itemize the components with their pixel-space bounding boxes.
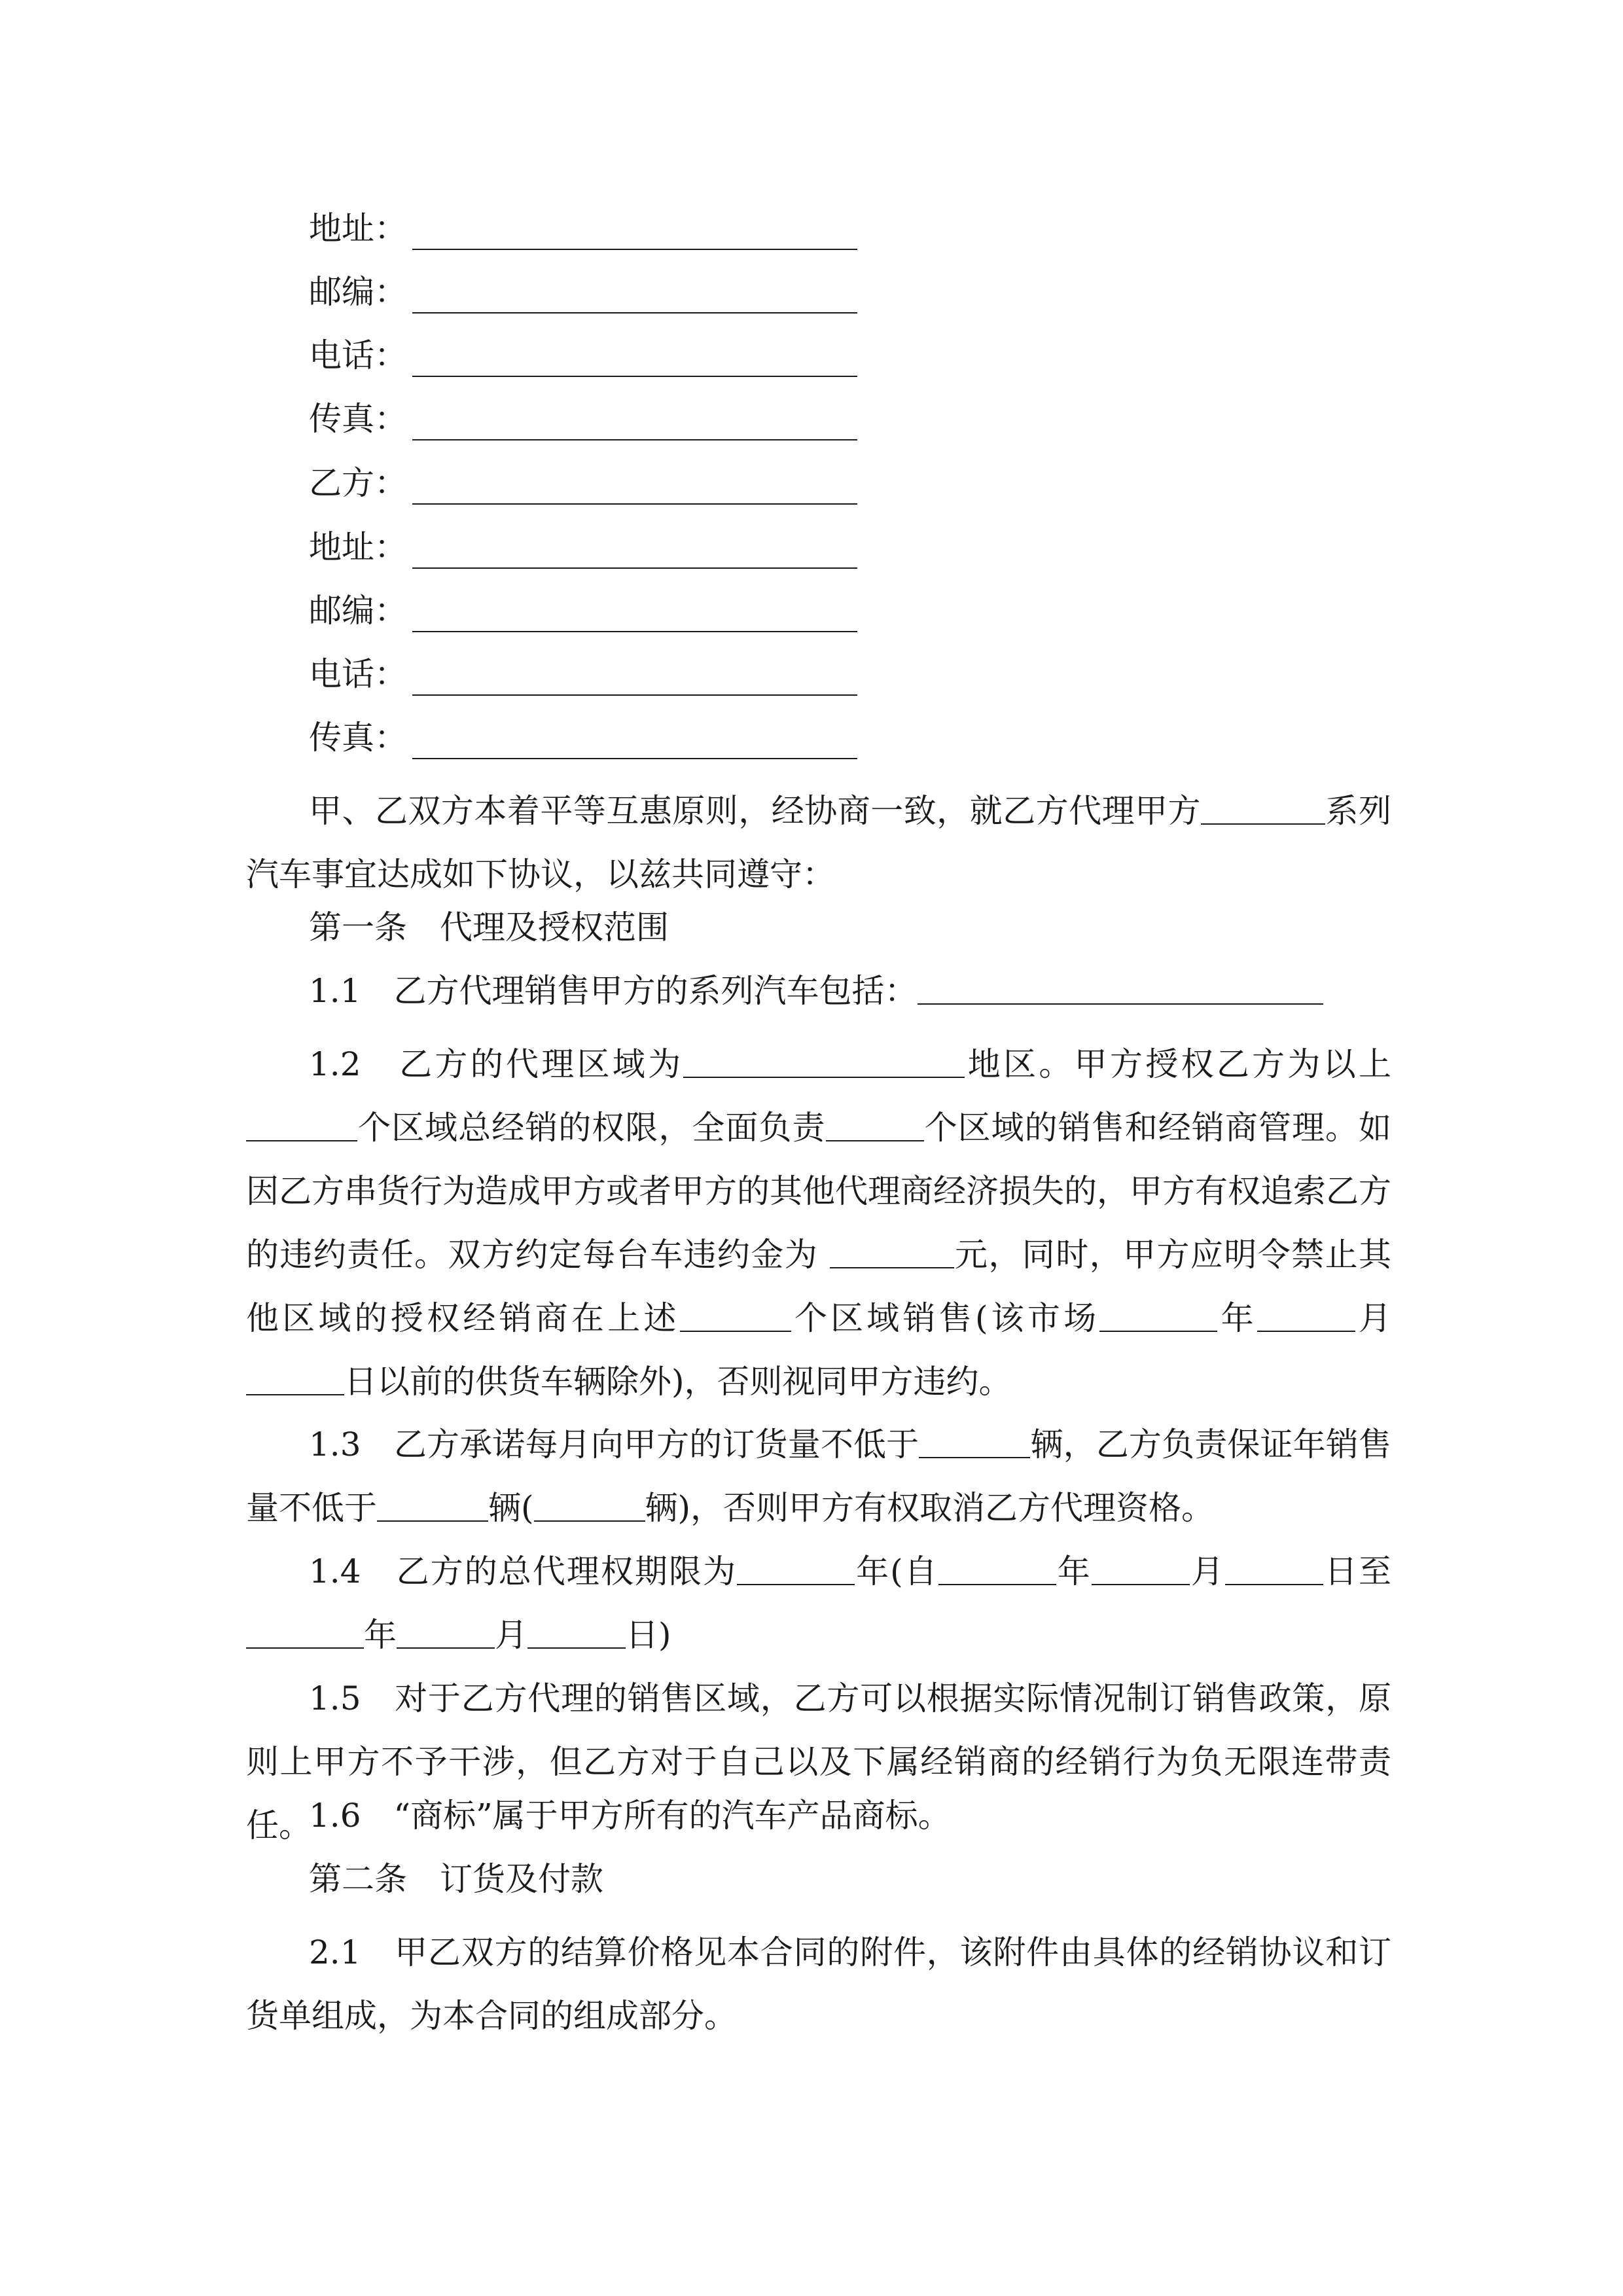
clause-1-6 xyxy=(246,1794,1391,1837)
blank-end-month[interactable] xyxy=(397,1616,495,1649)
field-label: 传真： xyxy=(309,400,407,438)
clause-1-2 xyxy=(246,1033,1391,1414)
clause-text: 个区域销售(该市场 xyxy=(791,1299,1100,1337)
party-b-phone-field xyxy=(309,653,857,696)
field-label: 乙方： xyxy=(309,464,407,502)
blank-line[interactable] xyxy=(412,725,857,759)
clause-1-4 xyxy=(246,1540,1391,1667)
intro-text-1: 甲、乙双方本着平等互惠原则，经协商一致，就乙方代理甲方 xyxy=(309,792,1202,830)
clause-text: 对于乙方代理的销售区域，乙方可以根据实际情况制订销售政策，原则上甲方不予干涉，但乙方对于自己以及下属经销商的经销行为负无限连带责任。 xyxy=(246,1679,1392,1844)
blank-year[interactable] xyxy=(1099,1299,1217,1332)
clause-text: 年(自 xyxy=(855,1552,938,1590)
article-2-heading: 第二条 订货及付款 xyxy=(309,1860,603,1898)
intro-paragraph xyxy=(246,780,1391,906)
clause-number: 1.1 xyxy=(309,972,361,1010)
blank-start-day[interactable] xyxy=(1225,1552,1323,1585)
clause-text: 元，同时，甲方应明令禁止其他区域的授权经销商在上述 xyxy=(246,1236,1392,1337)
clause-text: 年 xyxy=(1217,1299,1257,1337)
blank-month[interactable] xyxy=(1257,1299,1355,1332)
blank-series[interactable] xyxy=(1201,792,1325,825)
clause-text: 辆( xyxy=(488,1489,534,1527)
clause-number: 1.3 xyxy=(309,1426,361,1463)
blank-annual-qty[interactable] xyxy=(377,1489,488,1522)
clause-2-1 xyxy=(246,1921,1391,2048)
blank-line[interactable] xyxy=(412,279,857,314)
clause-number: 1.4 xyxy=(309,1552,361,1590)
clause-text: 月 xyxy=(1189,1552,1225,1590)
clause-text: 辆)，否则甲方有权取消乙方代理资格。 xyxy=(645,1489,1215,1527)
clause-text: 乙方代理销售甲方的系列汽车包括： xyxy=(393,972,918,1010)
blank-line[interactable] xyxy=(412,535,857,569)
clause-text: 日以前的供货车辆除外)，否则视同甲方违约。 xyxy=(344,1363,1012,1401)
clause-text: “商标”属于甲方所有的汽车产品商标。 xyxy=(393,1797,951,1835)
clause-number: 1.2 xyxy=(309,1045,361,1083)
party-b-name-field xyxy=(309,461,857,505)
clause-text: 地区。甲方授权乙方为以上 xyxy=(965,1045,1392,1083)
blank-end-year[interactable] xyxy=(246,1616,364,1649)
blank-line[interactable] xyxy=(412,598,857,632)
clause-text: 甲乙双方的结算价格见本合同的附件，该附件由具体的经销协议和订货单组成，为本合同的组成部分。 xyxy=(246,1933,1392,2035)
clause-1-1 xyxy=(246,969,1391,1013)
clause-text: 年 xyxy=(364,1616,397,1654)
field-label: 传真： xyxy=(309,719,407,757)
field-label: 地址： xyxy=(309,209,407,247)
clause-text: 乙方承诺每月向甲方的订货量不低于 xyxy=(393,1426,919,1463)
party-b-address-field xyxy=(309,526,857,569)
party-b-postcode-field xyxy=(309,589,857,632)
clause-text: 日) xyxy=(626,1616,671,1654)
blank-line[interactable] xyxy=(412,343,857,377)
blank-annual-qty-upper[interactable] xyxy=(534,1489,645,1522)
blank-region-count[interactable] xyxy=(680,1299,791,1332)
clause-number: 2.1 xyxy=(309,1933,361,1971)
blank-region[interactable] xyxy=(683,1045,965,1078)
clause-number: 1.5 xyxy=(309,1679,361,1717)
field-label: 地址： xyxy=(309,528,407,566)
blank-line[interactable] xyxy=(412,216,857,250)
clause-text: 辆，乙方负责保证年销售量不低于 xyxy=(246,1426,1392,1527)
article-1-heading: 第一条 代理及授权范围 xyxy=(309,908,669,946)
clause-text: 乙方的代理区域为 xyxy=(399,1045,684,1083)
clause-text: 月 xyxy=(495,1616,527,1654)
blank-start-year[interactable] xyxy=(938,1552,1056,1585)
blank-models[interactable] xyxy=(918,972,1323,1005)
blank-end-day[interactable] xyxy=(527,1616,626,1649)
clause-text: 月 xyxy=(1355,1299,1392,1337)
blank-term-years[interactable] xyxy=(737,1552,855,1585)
clause-text: 年 xyxy=(1056,1552,1092,1590)
field-label: 电话： xyxy=(309,655,407,693)
clause-text: 个区域的销售和经销商管理。如因乙方串货行为造成甲方或者甲方的其他代理商经济损失的，甲方有权追索乙方的违约责任。双方约定每台车违约金为 xyxy=(246,1109,1392,1274)
blank-line[interactable] xyxy=(412,406,857,440)
clause-1-3 xyxy=(246,1413,1391,1540)
blank-day[interactable] xyxy=(246,1363,344,1395)
party-a-address-field xyxy=(309,207,857,250)
blank-region-count[interactable] xyxy=(826,1109,924,1141)
clause-text: 日至 xyxy=(1323,1552,1392,1590)
party-a-phone-field xyxy=(309,334,857,377)
blank-line[interactable] xyxy=(412,662,857,696)
blank-start-month[interactable] xyxy=(1092,1552,1190,1585)
field-label: 电话： xyxy=(309,336,407,374)
blank-region-count[interactable] xyxy=(246,1109,357,1141)
blank-penalty[interactable] xyxy=(830,1236,954,1268)
party-a-postcode-field xyxy=(309,270,857,314)
clause-number: 1.6 xyxy=(309,1797,361,1835)
field-label: 邮编： xyxy=(309,592,407,630)
party-b-fax-field xyxy=(309,716,857,759)
field-label: 邮编： xyxy=(309,273,407,311)
clause-text: 个区域总经销的权限，全面负责 xyxy=(357,1109,826,1147)
blank-line[interactable] xyxy=(412,471,857,505)
party-a-fax-field xyxy=(309,397,857,440)
blank-monthly-qty[interactable] xyxy=(919,1426,1030,1458)
clause-text: 乙方的总代理权期限为 xyxy=(396,1552,738,1590)
intro-text-2: 系列汽车事宜达成如下协议，以兹共同遵守： xyxy=(246,792,1392,893)
